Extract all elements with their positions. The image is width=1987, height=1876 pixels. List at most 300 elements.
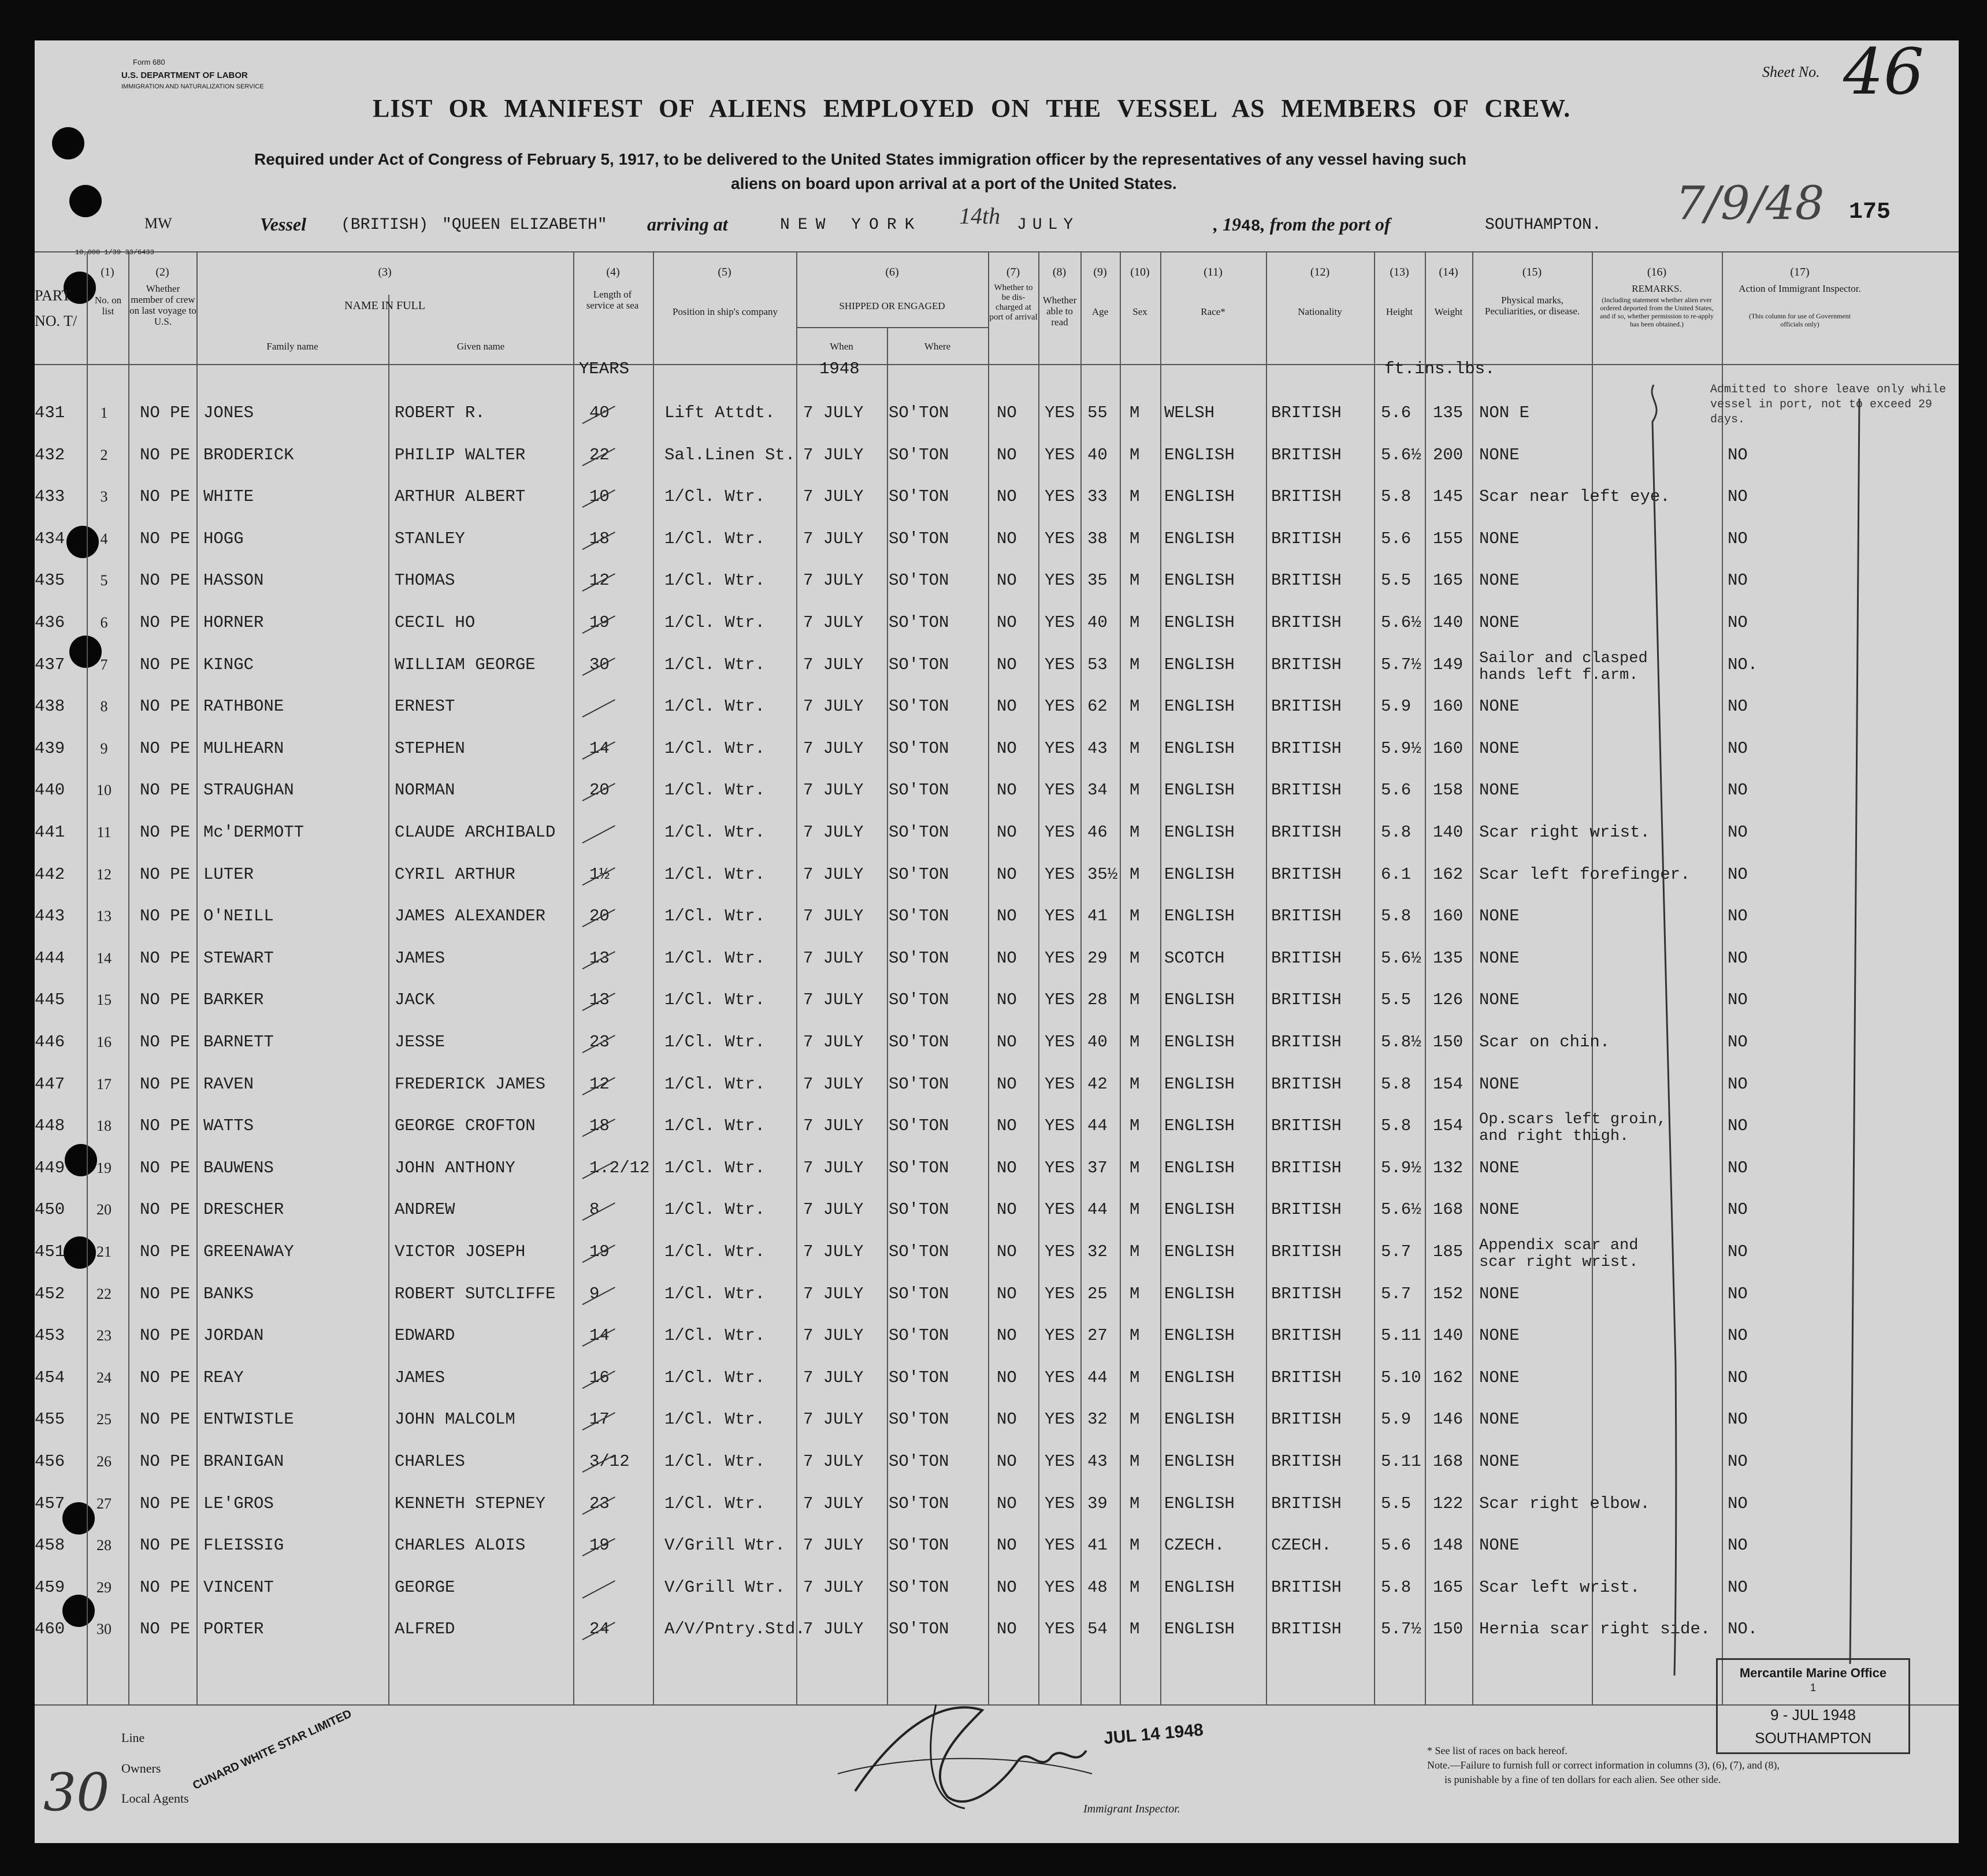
cell-weight: 132 xyxy=(1433,1158,1464,1177)
office-stamp-title: Mercantile Marine Office xyxy=(1739,1666,1887,1680)
cell-action: NO. xyxy=(1728,655,1758,674)
cell-marks: NONE xyxy=(1479,1452,1520,1471)
cell-race: SCOTCH xyxy=(1164,948,1225,968)
cell-where: SO'TON xyxy=(889,1074,949,1094)
cell-family: JONES xyxy=(203,403,254,422)
cell-part: 435 xyxy=(35,571,65,590)
cell-race: ENGLISH xyxy=(1164,990,1235,1010)
cell-weight: 135 xyxy=(1433,948,1464,968)
cell-part: 438 xyxy=(35,697,65,716)
service-name: IMMIGRATION AND NATURALIZATION SERVICE xyxy=(121,83,264,90)
cell-where: SO'TON xyxy=(889,1452,949,1471)
footer-line-label: Line xyxy=(121,1730,145,1745)
col-num: (8) xyxy=(1052,266,1067,278)
cell-last: NO PE xyxy=(140,1242,191,1261)
cell-read: YES xyxy=(1045,1158,1075,1177)
cell-position: Lift Attdt. xyxy=(664,403,775,422)
cell-sex: M xyxy=(1130,1410,1140,1429)
cell-age: 43 xyxy=(1087,738,1108,758)
cell-height: 5.8 xyxy=(1381,1074,1412,1094)
cell-last: NO PE xyxy=(140,1074,191,1094)
cell-part: 434 xyxy=(35,529,65,548)
cell-nat: BRITISH xyxy=(1271,1074,1342,1094)
arrival-month: JULY xyxy=(1017,216,1079,234)
cell-nat: BRITISH xyxy=(1271,571,1342,590)
cell-marks: Appendix scar and scar right wrist. xyxy=(1479,1237,1639,1271)
cell-read: YES xyxy=(1045,403,1075,422)
cell-last: NO PE xyxy=(140,529,191,548)
cell-position: Sal.Linen St. xyxy=(664,445,796,465)
cell-part: 432 xyxy=(35,445,65,465)
cell-given: STEPHEN xyxy=(395,738,465,758)
cell-last: NO PE xyxy=(140,823,191,842)
cell-when: 7 JULY xyxy=(803,948,864,968)
cell-service: 12 xyxy=(589,1074,610,1094)
cell-given: CECIL HO xyxy=(395,613,476,632)
cell-age: 48 xyxy=(1087,1577,1108,1597)
col-num: (11) xyxy=(1204,266,1223,278)
cell-age: 41 xyxy=(1087,1536,1108,1555)
cell-read: YES xyxy=(1045,1326,1075,1346)
punch-hole xyxy=(52,127,84,159)
cell-position: 1/Cl. Wtr. xyxy=(664,487,766,507)
cell-age: 40 xyxy=(1087,1032,1108,1052)
cell-read: YES xyxy=(1045,529,1075,548)
cell-action: NO xyxy=(1728,1536,1748,1555)
hdr-where: Where xyxy=(924,341,951,352)
unit-years: YEARS xyxy=(579,359,630,378)
hdr-able-to-read: Whether able to read xyxy=(1042,295,1077,328)
cell-age: 43 xyxy=(1087,1452,1108,1471)
cell-position: 1/Cl. Wtr. xyxy=(664,571,766,590)
cell-action: NO xyxy=(1728,948,1748,968)
cell-family: BANKS xyxy=(203,1284,254,1303)
cell-sex: M xyxy=(1130,529,1140,548)
cell-where: SO'TON xyxy=(889,823,949,842)
hdr-remarks-note: (Including statement whether alien ever ordered deported from the United States, and if so, whether permission to re-apply has been obtained.) xyxy=(1600,296,1714,328)
departure-port: SOUTHAMPTON. xyxy=(1485,216,1602,234)
cell-disch: NO xyxy=(997,487,1017,507)
unit-year: 1948 xyxy=(819,359,860,378)
cell-nat: BRITISH xyxy=(1271,613,1342,632)
cell-race: ENGLISH xyxy=(1164,1326,1235,1346)
cell-no: 2 xyxy=(100,446,108,463)
hdr-action: Action of Immigrant Inspector. xyxy=(1739,283,1861,294)
cell-no: 5 xyxy=(100,572,108,589)
cell-when: 7 JULY xyxy=(803,1116,864,1136)
cell-family: LE'GROS xyxy=(203,1494,274,1513)
cell-service: 14 xyxy=(589,1326,610,1346)
cell-family: VINCENT xyxy=(203,1577,274,1597)
manifest-sheet xyxy=(35,40,1959,1843)
cell-race: ENGLISH xyxy=(1164,1284,1235,1303)
cell-position: 1/Cl. Wtr. xyxy=(664,1074,766,1094)
cell-part: 431 xyxy=(35,403,65,422)
hdr-sex: Sex xyxy=(1132,306,1147,317)
cell-sex: M xyxy=(1130,781,1140,800)
cell-position: 1/Cl. Wtr. xyxy=(664,697,766,716)
cell-sex: M xyxy=(1130,613,1140,632)
cell-no: 21 xyxy=(96,1243,112,1260)
cell-marks: NONE xyxy=(1479,1410,1520,1429)
cell-no: 14 xyxy=(96,949,112,967)
cell-no: 28 xyxy=(96,1537,112,1554)
cell-read: YES xyxy=(1045,1619,1075,1639)
cell-no: 22 xyxy=(96,1285,112,1302)
cell-age: 28 xyxy=(1087,990,1108,1010)
cell-race: ENGLISH xyxy=(1164,529,1235,548)
cell-given: WILLIAM GEORGE xyxy=(395,655,536,674)
handwritten-count: 30 xyxy=(43,1762,110,1823)
cell-action: NO xyxy=(1728,1368,1748,1387)
cell-family: WATTS xyxy=(203,1116,254,1136)
cell-family: REAY xyxy=(203,1368,244,1387)
col-num: (7) xyxy=(1006,266,1020,278)
cell-family: BRODERICK xyxy=(203,445,294,465)
hdr-age: Age xyxy=(1091,306,1109,317)
cell-service: 14 xyxy=(589,738,610,758)
cell-sex: M xyxy=(1130,697,1140,716)
hdr-name-in-full: NAME IN FULL xyxy=(344,299,425,312)
cell-disch: NO xyxy=(997,1619,1017,1639)
cell-height: 5.5 xyxy=(1381,1494,1412,1513)
inspector-signature xyxy=(832,1687,1098,1820)
from-label: , from the port of xyxy=(1260,214,1391,235)
cell-height: 5.11 xyxy=(1381,1452,1421,1471)
cell-when: 7 JULY xyxy=(803,1536,864,1555)
cell-weight: 149 xyxy=(1433,655,1464,674)
cell-nat: BRITISH xyxy=(1271,403,1342,422)
cell-disch: NO xyxy=(997,1074,1017,1094)
cell-marks: NONE xyxy=(1479,1284,1520,1303)
cell-age: 44 xyxy=(1087,1116,1108,1136)
cell-disch: NO xyxy=(997,990,1017,1010)
cell-part: 456 xyxy=(35,1452,65,1471)
office-stamp xyxy=(1716,1658,1910,1754)
cell-read: YES xyxy=(1045,1116,1075,1136)
cell-disch: NO xyxy=(997,948,1017,968)
cell-last: NO PE xyxy=(140,1452,191,1471)
subtitle-line1: Required under Act of Congress of February 5, 1917, to be delivered to the United States immigration officer by the representatives of any vessel having such xyxy=(254,150,1466,168)
hdr-physical-marks: Physical marks, Peculiarities, or disease. xyxy=(1484,295,1580,317)
shipped-divider xyxy=(796,327,988,328)
cell-last: NO PE xyxy=(140,990,191,1010)
cell-read: YES xyxy=(1045,1032,1075,1052)
cell-action: NO xyxy=(1728,1284,1748,1303)
cell-last: NO PE xyxy=(140,403,191,422)
cell-when: 7 JULY xyxy=(803,1494,864,1513)
cell-position: 1/Cl. Wtr. xyxy=(664,823,766,842)
cell-weight: 165 xyxy=(1433,1577,1464,1597)
cell-last: NO PE xyxy=(140,1494,191,1513)
cell-given: JACK xyxy=(395,990,435,1010)
cell-nat: BRITISH xyxy=(1271,655,1342,674)
hdr-part-no: PART NO. T/ xyxy=(35,287,77,329)
cell-height: 5.8 xyxy=(1381,823,1412,842)
cell-nat: BRITISH xyxy=(1271,1242,1342,1261)
cell-where: SO'TON xyxy=(889,1368,949,1387)
cell-where: SO'TON xyxy=(889,1577,949,1597)
cell-service: 40 xyxy=(589,403,610,422)
cell-service: 23 xyxy=(589,1032,610,1052)
col-num: (6) xyxy=(885,266,899,278)
cell-weight: 158 xyxy=(1433,781,1464,800)
cell-weight: 148 xyxy=(1433,1536,1464,1555)
cell-where: SO'TON xyxy=(889,948,949,968)
cell-part: 451 xyxy=(35,1242,65,1261)
cell-sex: M xyxy=(1130,1158,1140,1177)
cell-weight: 154 xyxy=(1433,1116,1464,1136)
cell-read: YES xyxy=(1045,445,1075,465)
cell-position: 1/Cl. Wtr. xyxy=(664,948,766,968)
cell-race: ENGLISH xyxy=(1164,1242,1235,1261)
cell-service: 1½ xyxy=(589,864,610,884)
col-num: (4) xyxy=(606,266,620,278)
cell-position: 1/Cl. Wtr. xyxy=(664,1116,766,1136)
cell-nat: BRITISH xyxy=(1271,1284,1342,1303)
cell-race: ENGLISH xyxy=(1164,864,1235,884)
cell-read: YES xyxy=(1045,1577,1075,1597)
cell-nat: BRITISH xyxy=(1271,823,1342,842)
cell-service: 16 xyxy=(589,1368,610,1387)
cell-when: 7 JULY xyxy=(803,1452,864,1471)
cell-sex: M xyxy=(1130,1619,1140,1639)
cell-weight: 160 xyxy=(1433,907,1464,926)
cell-part: 452 xyxy=(35,1284,65,1303)
cell-height: 5.8 xyxy=(1381,1577,1412,1597)
cell-service: 30 xyxy=(589,655,610,674)
hdr-shipped-engaged: SHIPPED OR ENGAGED xyxy=(839,300,945,311)
cell-part: 440 xyxy=(35,781,65,800)
cell-given: JESSE xyxy=(395,1032,445,1052)
vessel-label: Vessel xyxy=(260,214,306,235)
hdr-when: When xyxy=(830,341,853,352)
hdr-family-name: Family name xyxy=(266,341,318,352)
col-num: (14) xyxy=(1439,266,1458,278)
cell-where: SO'TON xyxy=(889,864,949,884)
subtitle-line2: aliens on board upon arrival at a port of the United States. xyxy=(731,174,1177,192)
cell-marks: NONE xyxy=(1479,1368,1520,1387)
cell-no: 6 xyxy=(100,614,108,631)
cell-weight: 140 xyxy=(1433,613,1464,632)
cell-no: 15 xyxy=(96,991,112,1009)
cell-weight: 140 xyxy=(1433,823,1464,842)
agent-stamp: CUNARD WHITE STAR LIMITED xyxy=(191,1707,354,1793)
cell-nat: BRITISH xyxy=(1271,907,1342,926)
cell-service: 13 xyxy=(589,948,610,968)
cell-age: 32 xyxy=(1087,1242,1108,1261)
cell-height: 5.10 xyxy=(1381,1368,1421,1387)
cell-weight: 160 xyxy=(1433,738,1464,758)
cell-read: YES xyxy=(1045,655,1075,674)
cell-height: 5.7½ xyxy=(1381,1619,1421,1639)
cell-marks: NONE xyxy=(1479,907,1520,926)
note-line2: is punishable by a fine of ten dollars for each alien. See other side. xyxy=(1444,1774,1721,1785)
cell-when: 7 JULY xyxy=(803,529,864,548)
cell-weight: 200 xyxy=(1433,445,1464,465)
cell-family: JORDAN xyxy=(203,1326,264,1346)
cell-disch: NO xyxy=(997,1032,1017,1052)
hdr-member-last-voyage: Whether member of crew on last voyage to U.S. xyxy=(129,283,196,327)
cell-sex: M xyxy=(1130,864,1140,884)
cell-family: KINGC xyxy=(203,655,254,674)
cell-sex: M xyxy=(1130,445,1140,465)
cell-service: 19 xyxy=(589,1536,610,1555)
print-code: 10,000 1/39 33/6433 xyxy=(75,248,154,257)
cell-no: 11 xyxy=(96,824,112,841)
col-num: (15) xyxy=(1522,266,1542,278)
arriving-label: arriving at xyxy=(647,214,728,235)
cell-given: JOHN MALCOLM xyxy=(395,1410,515,1429)
cell-read: YES xyxy=(1045,1200,1075,1220)
cell-read: YES xyxy=(1045,1284,1075,1303)
cell-height: 5.8½ xyxy=(1381,1032,1421,1052)
cell-nat: BRITISH xyxy=(1271,445,1342,465)
cell-family: Mc'DERMOTT xyxy=(203,823,304,842)
cell-marks: NONE xyxy=(1479,1074,1520,1094)
year-prefix: , 19 xyxy=(1213,214,1241,235)
cell-height: 5.7½ xyxy=(1381,655,1421,674)
cell-weight: 150 xyxy=(1433,1619,1464,1639)
cell-when: 7 JULY xyxy=(803,1619,864,1639)
cell-marks: NONE xyxy=(1479,1200,1520,1220)
cell-no: 4 xyxy=(100,530,108,547)
cell-when: 7 JULY xyxy=(803,864,864,884)
cell-disch: NO xyxy=(997,445,1017,465)
cell-action: NO xyxy=(1728,1410,1748,1429)
cell-age: 53 xyxy=(1087,655,1108,674)
cell-last: NO PE xyxy=(140,1536,191,1555)
cell-where: SO'TON xyxy=(889,1284,949,1303)
cell-age: 40 xyxy=(1087,613,1108,632)
cell-race: ENGLISH xyxy=(1164,1619,1235,1639)
cell-disch: NO xyxy=(997,781,1017,800)
cell-height: 5.6 xyxy=(1381,1536,1412,1555)
cell-read: YES xyxy=(1045,864,1075,884)
cell-sex: M xyxy=(1130,655,1140,674)
cell-given: ROBERT SUTCLIFFE xyxy=(395,1284,556,1303)
cell-family: WHITE xyxy=(203,487,254,507)
cell-when: 7 JULY xyxy=(803,403,864,422)
cell-where: SO'TON xyxy=(889,613,949,632)
header-bottom-rule xyxy=(35,364,1959,365)
office-stamp-date: 9 - JUL 1948 xyxy=(1770,1706,1856,1723)
cell-part: 436 xyxy=(35,613,65,632)
cell-position: 1/Cl. Wtr. xyxy=(664,781,766,800)
cell-family: FLEISSIG xyxy=(203,1536,284,1555)
cell-where: SO'TON xyxy=(889,781,949,800)
cell-height: 5.6 xyxy=(1381,403,1412,422)
cell-nat: BRITISH xyxy=(1271,1116,1342,1136)
cell-part: 437 xyxy=(35,655,65,674)
cell-age: 35 xyxy=(1087,571,1108,590)
cell-race: ENGLISH xyxy=(1164,571,1235,590)
cell-last: NO PE xyxy=(140,864,191,884)
cell-no: 12 xyxy=(96,865,112,883)
cell-height: 5.7 xyxy=(1381,1242,1412,1261)
cell-where: SO'TON xyxy=(889,445,949,465)
cell-when: 7 JULY xyxy=(803,1410,864,1429)
cell-sex: M xyxy=(1130,738,1140,758)
cell-marks: Sailor and clasped hands left f.arm. xyxy=(1479,649,1648,684)
cell-height: 5.9½ xyxy=(1381,1158,1421,1177)
cell-disch: NO xyxy=(997,529,1017,548)
cell-read: YES xyxy=(1045,1368,1075,1387)
cell-marks: NONE xyxy=(1479,948,1520,968)
cell-race: ENGLISH xyxy=(1164,697,1235,716)
cell-marks: NONE xyxy=(1479,445,1520,465)
inspector-label: Immigrant Inspector. xyxy=(1083,1803,1180,1815)
cell-when: 7 JULY xyxy=(803,1326,864,1346)
cell-nat: BRITISH xyxy=(1271,990,1342,1010)
cell-given: JOHN ANTHONY xyxy=(395,1158,515,1177)
unit-measure: ft.ins.lbs. xyxy=(1384,359,1495,378)
cell-read: YES xyxy=(1045,781,1075,800)
cell-no: 16 xyxy=(96,1034,112,1050)
cell-race: ENGLISH xyxy=(1164,613,1235,632)
cell-sex: M xyxy=(1130,1284,1140,1303)
cell-age: 62 xyxy=(1087,697,1108,716)
cell-action: NO. xyxy=(1728,1619,1758,1639)
cell-family: LUTER xyxy=(203,864,254,884)
cell-position: V/Grill Wtr. xyxy=(664,1577,785,1597)
cell-where: SO'TON xyxy=(889,738,949,758)
cell-no: 10 xyxy=(96,782,112,799)
cell-weight: 168 xyxy=(1433,1452,1464,1471)
cell-when: 7 JULY xyxy=(803,655,864,674)
cell-read: YES xyxy=(1045,1074,1075,1094)
cell-read: YES xyxy=(1045,613,1075,632)
cell-where: SO'TON xyxy=(889,1326,949,1346)
cell-height: 5.6 xyxy=(1381,529,1412,548)
cell-nat: BRITISH xyxy=(1271,1452,1342,1471)
cell-height: 5.9 xyxy=(1381,697,1412,716)
cell-no: 9 xyxy=(100,740,108,757)
cell-sex: M xyxy=(1130,1326,1140,1346)
cell-disch: NO xyxy=(997,738,1017,758)
cell-action: NO xyxy=(1728,613,1748,632)
cell-marks: Scar right elbow. xyxy=(1479,1494,1650,1513)
cell-part: 445 xyxy=(35,990,65,1010)
cell-service: 8 xyxy=(589,1200,600,1220)
cell-when: 7 JULY xyxy=(803,990,864,1010)
cell-no: 3 xyxy=(100,488,108,506)
cell-marks: NONE xyxy=(1479,1326,1520,1346)
handwritten-date: 7/9/48 xyxy=(1676,176,1825,230)
cell-disch: NO xyxy=(997,403,1017,422)
cell-weight: 150 xyxy=(1433,1032,1464,1052)
cell-part: 446 xyxy=(35,1032,65,1052)
cell-age: 44 xyxy=(1087,1368,1108,1387)
cell-given: ARTHUR ALBERT xyxy=(395,487,526,507)
cell-last: NO PE xyxy=(140,1410,191,1429)
cell-race: ENGLISH xyxy=(1164,1032,1235,1052)
cell-marks: NONE xyxy=(1479,990,1520,1010)
cell-family: STRAUGHAN xyxy=(203,781,294,800)
cell-no: 7 xyxy=(100,656,108,673)
cell-disch: NO xyxy=(997,1410,1017,1429)
cell-given: CHARLES ALOIS xyxy=(395,1536,526,1555)
cell-nat: BRITISH xyxy=(1271,1032,1342,1052)
hdr-discharged: Whether to be dis-charged at port of arrival xyxy=(989,283,1038,322)
table-top-rule xyxy=(35,251,1959,252)
cell-position: V/Grill Wtr. xyxy=(664,1536,785,1555)
col-num: (16) xyxy=(1647,266,1667,278)
col-num: (2) xyxy=(155,266,169,278)
cell-when: 7 JULY xyxy=(803,487,864,507)
cell-part: 454 xyxy=(35,1368,65,1387)
cell-action: NO xyxy=(1728,907,1748,926)
